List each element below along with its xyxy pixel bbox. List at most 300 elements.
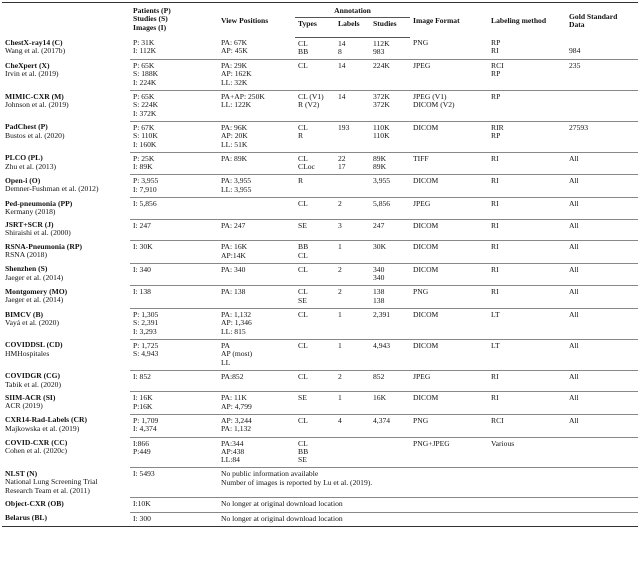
gold-cell (566, 60, 638, 91)
table-row (2, 437, 638, 468)
labels-cell (335, 437, 370, 468)
dataset-name: PadChest (P) (5, 122, 48, 132)
labeling-cell (488, 60, 566, 91)
views-cell (218, 37, 295, 60)
labeling-value: RP (491, 69, 501, 79)
patients-cell (130, 370, 218, 392)
labels-value: 193 (338, 122, 350, 132)
views-cell (218, 286, 295, 309)
labeling-value: LT (491, 310, 500, 320)
labeling-value: RCI (491, 415, 504, 425)
dataset-citation: Shiraishi et al. (2000) (5, 228, 71, 238)
gold-cell (566, 152, 638, 175)
format-value: JPEG (413, 371, 431, 381)
gold-value: All (569, 287, 579, 297)
studies-value: 16K (373, 393, 387, 403)
patients-cell (130, 37, 218, 60)
labels-cell (335, 286, 370, 309)
types-cell (295, 121, 335, 152)
labeling-value: RIR (491, 122, 504, 132)
gold-value: All (569, 393, 579, 403)
studies-cell (370, 37, 410, 60)
format-value: DICOM (413, 264, 439, 274)
views-cell (218, 414, 295, 437)
patients-value: S: 2,391 (133, 318, 159, 328)
views-value: PA: 96K (221, 122, 248, 132)
format-cell (410, 152, 488, 175)
header-studies-line: Studies (S) (133, 14, 168, 24)
format-value: PNG (413, 415, 429, 425)
format-value: PNG (413, 38, 429, 48)
dataset-cell (2, 91, 130, 122)
types-cell (295, 241, 335, 264)
labeling-cell (488, 121, 566, 152)
types-cell (295, 370, 335, 392)
dataset-cell (2, 498, 130, 512)
gold-cell (566, 339, 638, 370)
header-gold-line1: Gold Standard (569, 12, 618, 21)
types-cell (295, 91, 335, 122)
studies-value: 4,943 (373, 340, 391, 350)
views-cell (218, 339, 295, 370)
note-cell (218, 498, 638, 512)
format-value: DICOM (413, 176, 439, 186)
views-value: PA: 29K (221, 61, 248, 71)
labeling-cell (488, 309, 566, 340)
labeling-value: RI (491, 220, 499, 230)
views-value: AP: 45K (221, 46, 248, 56)
labels-cell (335, 414, 370, 437)
gold-cell (566, 198, 638, 220)
header-labels: Labels (335, 18, 370, 37)
patients-value: S: 4,943 (133, 349, 159, 359)
labels-value: 3 (338, 220, 342, 230)
labels-value: 1 (338, 310, 342, 320)
gold-cell (566, 263, 638, 286)
views-value: PA: 1,132 (221, 424, 252, 434)
studies-value: 372K (373, 100, 390, 110)
studies-value: 852 (373, 371, 385, 381)
views-cell (218, 121, 295, 152)
patients-value: I: 5493 (133, 469, 155, 479)
note-value: Number of images is reported by Lu et al. (2019). (221, 477, 373, 487)
types-value: BB (298, 46, 309, 56)
table-row (2, 309, 638, 340)
dataset-name: COVIDDSL (CD) (5, 340, 63, 350)
dataset-cell (2, 468, 130, 498)
dataset-cell (2, 60, 130, 91)
patients-value: S: 110K (133, 131, 158, 141)
labeling-cell (488, 392, 566, 415)
dataset-name: RSNA-Pneumonia (RP) (5, 241, 82, 251)
patients-cell (130, 219, 218, 241)
dataset-name: PLCO (PL) (5, 153, 43, 163)
dataset-cell (2, 37, 130, 60)
format-cell (410, 219, 488, 241)
dataset-citation: HMHospitales (5, 348, 50, 358)
patients-cell (130, 263, 218, 286)
gold-value: All (569, 199, 579, 209)
dataset-cell (2, 121, 130, 152)
patients-value: I: 138 (133, 287, 151, 297)
studies-cell (370, 152, 410, 175)
dataset-citation: Vayá et al. (2020) (5, 317, 59, 327)
patients-value: S: 224K (133, 100, 159, 110)
labels-value: 14 (338, 38, 346, 48)
patients-cell (130, 198, 218, 220)
views-value: AP:14K (221, 250, 246, 260)
patients-value: S: 188K (133, 69, 159, 79)
studies-value: 89K (373, 153, 387, 163)
labels-cell (335, 91, 370, 122)
patients-value: I: 5,856 (133, 199, 157, 209)
patients-value: I: 4,374 (133, 424, 157, 434)
views-cell (218, 91, 295, 122)
header-patients-line: Patients (P) (133, 6, 171, 15)
labeling-value: RP (491, 131, 501, 141)
patients-value: I: 7,910 (133, 184, 157, 194)
patients-cell (130, 339, 218, 370)
views-value: PA: 340 (221, 264, 246, 274)
types-cell (295, 286, 335, 309)
gold-cell (566, 37, 638, 60)
views-value: AP:438 (221, 446, 245, 456)
table-row (2, 498, 638, 512)
gold-cell (566, 175, 638, 198)
patients-value: P: 67K (133, 122, 155, 132)
types-value: CL (298, 438, 308, 448)
types-value: CL (298, 340, 308, 350)
patients-value: I: 16K (133, 393, 153, 403)
dataset-citation: Wang et al. (2017b) (5, 46, 66, 56)
labeling-cell (488, 437, 566, 468)
table-row (2, 512, 638, 526)
dataset-cell (2, 263, 130, 286)
dataset-name: Montgomery (MO) (5, 286, 68, 296)
dataset-name: NLST (N) (5, 468, 38, 478)
studies-cell (370, 121, 410, 152)
views-value: LL: 3,955 (221, 184, 252, 194)
patients-value: I: 89K (133, 162, 153, 172)
types-value: BB (298, 446, 309, 456)
format-cell (410, 37, 488, 60)
views-cell (218, 370, 295, 392)
dataset-name: Object-CXR (OB) (5, 498, 64, 508)
types-value: CL (298, 153, 308, 163)
format-value: PNG+JPEG (413, 438, 450, 448)
dataset-name: ChestX-ray14 (C) (5, 38, 63, 48)
dataset-citation: Majkowska et al. (2019) (5, 423, 80, 433)
format-cell (410, 175, 488, 198)
dataset-cell (2, 512, 130, 526)
dataset-cell (2, 392, 130, 415)
format-cell (410, 286, 488, 309)
format-value: JPEG (413, 61, 431, 71)
labeling-cell (488, 414, 566, 437)
patients-cell (130, 91, 218, 122)
studies-value: 224K (373, 61, 390, 71)
types-value: R (298, 131, 304, 141)
studies-value: 138 (373, 287, 385, 297)
studies-cell (370, 198, 410, 220)
views-cell (218, 175, 295, 198)
labels-cell (335, 175, 370, 198)
types-value: CL (V1) (298, 92, 324, 102)
studies-value: 89K (373, 162, 387, 172)
types-value: SE (298, 393, 307, 403)
patients-value: I: 300 (133, 513, 151, 523)
types-value: CL (298, 264, 308, 274)
labels-value: 4 (338, 415, 342, 425)
labels-value: 14 (338, 61, 346, 71)
table-body (2, 37, 638, 526)
studies-value: 340 (373, 264, 385, 274)
views-cell (218, 219, 295, 241)
gold-value: All (569, 242, 579, 252)
views-value: LL:84 (221, 455, 240, 465)
labels-value: 2 (338, 264, 342, 274)
views-value: AP: 1,346 (221, 318, 252, 328)
dataset-cell (2, 309, 130, 340)
studies-value: 110K (373, 122, 390, 132)
types-cell (295, 152, 335, 175)
labels-value: 2 (338, 199, 342, 209)
labeling-value: RI (491, 393, 499, 403)
views-value: PA (221, 340, 231, 350)
labels-value: 1 (338, 340, 342, 350)
table-row (2, 91, 638, 122)
patients-value: I: 112K (133, 46, 157, 56)
types-value: CL (298, 199, 308, 209)
views-value: PA:344 (221, 438, 244, 448)
labels-cell (335, 339, 370, 370)
gold-cell (566, 286, 638, 309)
table-row (2, 339, 638, 370)
note-value: No public information available (221, 469, 319, 479)
patients-value: P: 65K (133, 92, 155, 102)
dataset-cell (2, 437, 130, 468)
views-value: PA: 138 (221, 287, 246, 297)
dataset-citation: National Lung Screening Trial Research Team et al. (2011) (5, 477, 98, 495)
patients-cell (130, 468, 218, 498)
studies-cell (370, 414, 410, 437)
header-images-line: Images (I) (133, 22, 167, 32)
note-cell (218, 512, 638, 526)
gold-cell (566, 121, 638, 152)
header-types: Types (295, 18, 335, 37)
patients-value: I: 30K (133, 242, 153, 252)
dataset-name: BIMCV (B) (5, 309, 44, 319)
studies-cell (370, 241, 410, 264)
types-value: SE (298, 220, 307, 230)
views-value: LL (221, 357, 231, 367)
dataset-name: COVID-CXR (CC) (5, 438, 68, 448)
format-value: TIFF (413, 153, 429, 163)
views-value: PA: 89K (221, 153, 248, 163)
patients-value: I: 340 (133, 264, 151, 274)
gold-value: All (569, 340, 579, 350)
dataset-name: Belarus (BL) (5, 513, 47, 523)
patients-value: I:866 (133, 438, 150, 448)
gold-value: All (569, 153, 579, 163)
types-value: CL (298, 415, 308, 425)
views-value: PA: 67K (221, 38, 248, 48)
gold-cell (566, 437, 638, 468)
table-row (2, 468, 638, 498)
format-value: PNG (413, 287, 429, 297)
dataset-name: SIIM-ACR (SI) (5, 392, 56, 402)
note-cell (218, 468, 638, 498)
note-value: No longer at original download location (221, 513, 343, 523)
format-cell (410, 309, 488, 340)
dataset-citation: ACR (2019) (5, 401, 43, 411)
patients-value: I: 160K (133, 139, 157, 149)
types-value: BB (298, 242, 309, 252)
studies-cell (370, 91, 410, 122)
table-row (2, 219, 638, 241)
format-cell (410, 91, 488, 122)
format-value: DICOM (V2) (413, 100, 455, 110)
studies-value: 30K (373, 242, 387, 252)
labeling-cell (488, 198, 566, 220)
views-cell (218, 309, 295, 340)
table-row (2, 37, 638, 60)
format-cell (410, 414, 488, 437)
studies-cell (370, 370, 410, 392)
format-value: DICOM (413, 122, 439, 132)
gold-value: 235 (569, 61, 581, 71)
types-cell (295, 414, 335, 437)
labeling-value: RI (491, 199, 499, 209)
studies-cell (370, 286, 410, 309)
labeling-value: RI (491, 264, 499, 274)
labels-value: 1 (338, 393, 342, 403)
labeling-cell (488, 263, 566, 286)
types-cell (295, 60, 335, 91)
header-dataset (2, 3, 130, 38)
dataset-name: MIMIC-CXR (M) (5, 91, 64, 101)
patients-cell (130, 498, 218, 512)
labeling-value: RI (491, 176, 499, 186)
patients-value: I: 247 (133, 220, 151, 230)
dataset-cell (2, 414, 130, 437)
types-cell (295, 339, 335, 370)
dataset-name: JSRT+SCR (J) (5, 220, 54, 230)
types-cell (295, 437, 335, 468)
dataset-cell (2, 370, 130, 392)
dataset-name: Shenzhen (S) (5, 264, 48, 274)
dataset-citation: Jaeger et al. (2014) (5, 272, 64, 282)
types-value: SE (298, 455, 307, 465)
table-row (2, 60, 638, 91)
studies-cell (370, 309, 410, 340)
patients-value: P: 25K (133, 153, 155, 163)
studies-value: 372K (373, 92, 390, 102)
dataset-citation: Jaeger et al. (2014) (5, 295, 64, 305)
labels-value: 2 (338, 371, 342, 381)
format-cell (410, 339, 488, 370)
types-cell (295, 37, 335, 60)
table-row (2, 392, 638, 415)
dataset-citation: Demner-Fushman et al. (2012) (5, 184, 99, 194)
patients-cell (130, 437, 218, 468)
views-cell (218, 392, 295, 415)
labeling-cell (488, 37, 566, 60)
patients-cell (130, 175, 218, 198)
dataset-cell (2, 286, 130, 309)
labels-value: 8 (338, 46, 342, 56)
format-cell (410, 392, 488, 415)
types-value: CLoc (298, 162, 315, 172)
table-row (2, 175, 638, 198)
patients-cell (130, 392, 218, 415)
labeling-value: RI (491, 242, 499, 252)
types-value: CL (298, 310, 308, 320)
gold-cell (566, 309, 638, 340)
studies-cell (370, 437, 410, 468)
labeling-cell (488, 241, 566, 264)
labeling-cell (488, 370, 566, 392)
gold-cell (566, 370, 638, 392)
views-cell (218, 152, 295, 175)
types-cell (295, 175, 335, 198)
table-row (2, 414, 638, 437)
dataset-cell (2, 219, 130, 241)
views-cell (218, 198, 295, 220)
format-cell (410, 437, 488, 468)
dataset-name: CXR14-Rad-Labels (CR) (5, 415, 88, 425)
table-row (2, 121, 638, 152)
patients-cell (130, 286, 218, 309)
dataset-citation: Tabik et al. (2020) (5, 379, 61, 389)
gold-cell (566, 414, 638, 437)
labels-cell (335, 152, 370, 175)
format-value: DICOM (413, 220, 439, 230)
views-value: PA: 16K (221, 242, 248, 252)
studies-value: 2,391 (373, 310, 391, 320)
types-cell (295, 263, 335, 286)
patients-value: P: 1,725 (133, 340, 159, 350)
gold-value: 984 (569, 46, 581, 56)
labels-cell (335, 370, 370, 392)
gold-cell (566, 392, 638, 415)
patients-cell (130, 241, 218, 264)
studies-cell (370, 263, 410, 286)
views-cell (218, 241, 295, 264)
format-value: DICOM (413, 310, 439, 320)
format-cell (410, 370, 488, 392)
studies-cell (370, 392, 410, 415)
types-value: CL (298, 61, 308, 71)
studies-cell (370, 219, 410, 241)
views-value: AP: 3,244 (221, 415, 252, 425)
table-row (2, 198, 638, 220)
note-value: No longer at original download location (221, 499, 343, 509)
types-value: R (298, 176, 304, 186)
labeling-cell (488, 91, 566, 122)
views-value: LL: 32K (221, 77, 248, 87)
views-value: AP: 162K (221, 69, 252, 79)
patients-cell (130, 121, 218, 152)
dataset-citation: Johnson et al. (2019) (5, 99, 69, 109)
labels-cell (335, 121, 370, 152)
views-value: AP: 20K (221, 131, 248, 141)
labeling-value: RI (491, 371, 499, 381)
types-cell (295, 219, 335, 241)
patients-value: P: 1,709 (133, 415, 159, 425)
format-cell (410, 241, 488, 264)
labels-cell (335, 219, 370, 241)
